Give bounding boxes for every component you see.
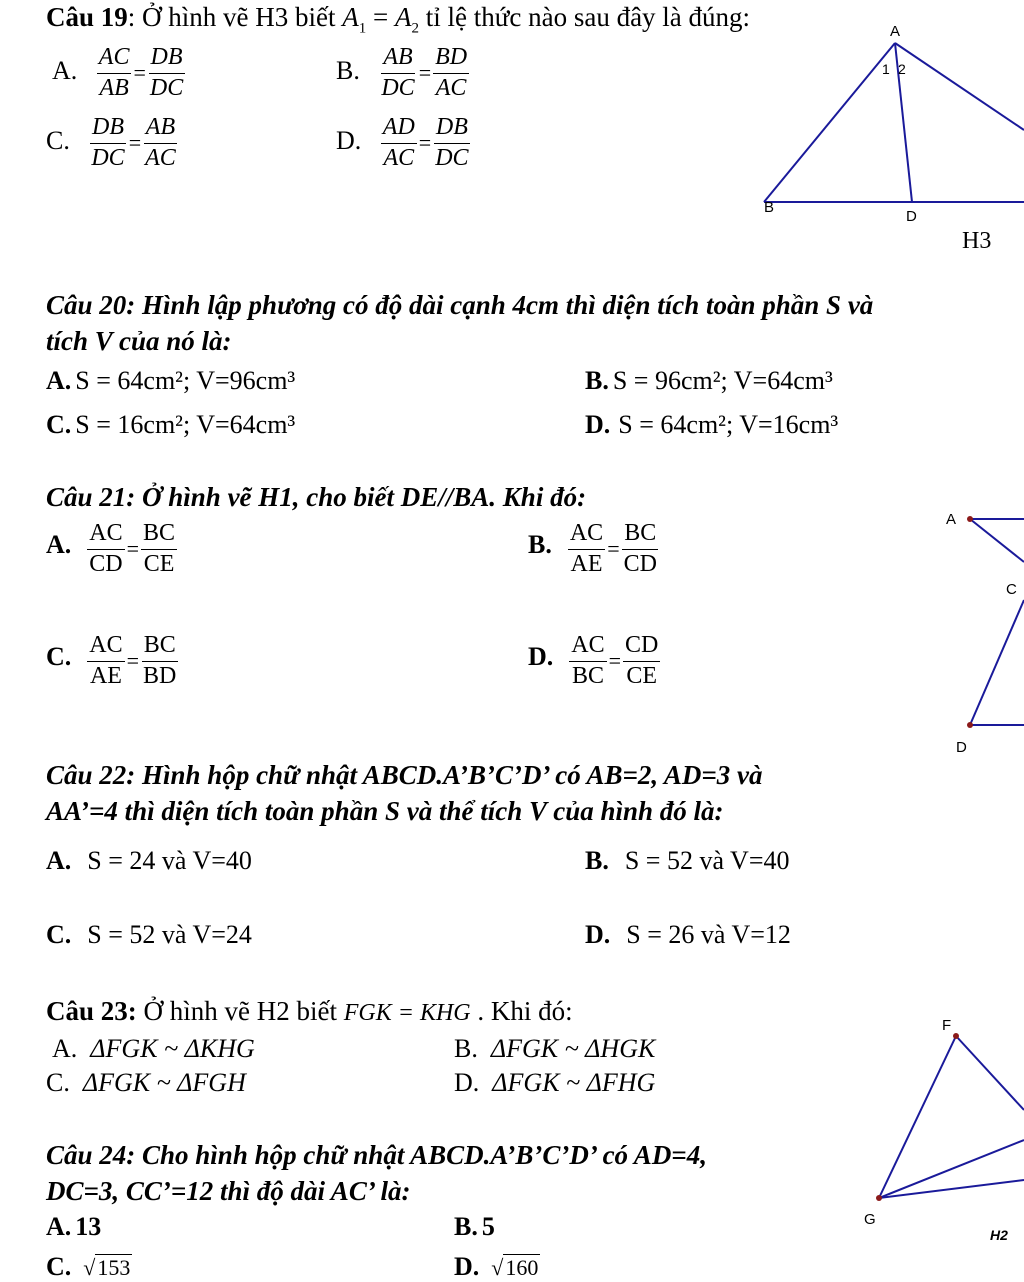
caption-h3: H3 [962,228,992,254]
q20-option-b[interactable]: B. S = 96cm²; V=64cm³ [585,366,833,395]
q21-question: Câu 21: Ở hình vẽ H1, cho biết DE//BA. Khi đó: [46,482,587,512]
caption-h2: H2 [990,1227,1008,1243]
q23-condition: FGK = KHG [343,1000,471,1026]
q23-option-d[interactable]: D. ΔFGK ~ ΔFHG [454,1068,656,1097]
q20-question-line2: tích V của nó là: [46,326,232,356]
q21-option-c[interactable]: C. $\frac{AC}{AE}$ = $\frac{BC}{BD}$ [46,632,177,689]
q23-question: Câu 23: Ở hình vẽ H2 biết FGK = KHG . Khi đó: [46,996,573,1026]
point-f [953,1033,959,1039]
q21-option-a[interactable]: A. $\frac{AC}{CD}$ = $\frac{BC}{CE}$ [46,520,176,577]
q20-question-line1: Câu 20: Hình lập phương có độ dài cạnh 4cm thì diện tích toàn phần S và [46,290,874,320]
q24-question-line2: DC=3, CC’=12 thì độ dài AC’ là: [46,1176,411,1206]
q19-option-c[interactable]: C. $\frac{DB}{DC}$ = $\frac{AB}{AC}$ [46,114,176,171]
label-d: D [906,208,917,225]
q22-option-d[interactable]: D. S = 26 và V=12 [585,920,791,949]
point-g [876,1195,882,1201]
sqrt-160: √160 [491,1255,539,1280]
segment-cd [970,600,1024,725]
q21-option-b[interactable]: B. $\frac{AC}{AE}$ = $\frac{BC}{CD}$ [528,520,657,577]
q20-option-c[interactable]: C. S = 16cm²; V=64cm³ [46,410,296,439]
q20-option-d[interactable]: D. S = 64cm²; V=16cm³ [585,410,839,439]
label-a: A [946,511,957,528]
q22-option-a[interactable]: A. S = 24 và V=40 [46,846,252,875]
segment-fk [956,1036,1024,1110]
q22-option-c[interactable]: C. S = 52 và V=24 [46,920,252,949]
q19-text: : Ở hình vẽ H3 biết [127,2,343,32]
label-c: C [1006,581,1017,598]
sqrt-153: √153 [83,1255,131,1280]
figure-h3 [740,18,1024,258]
label-g: G [864,1211,876,1228]
segment-ac [970,519,1024,562]
q22-option-b[interactable]: B. S = 52 và V=40 [585,846,790,875]
figure-h1 [940,500,1024,760]
point-d [967,722,973,728]
point-a [967,516,973,522]
segment-ac [895,43,1024,130]
figure-h2 [860,1010,1024,1250]
q19-option-d[interactable]: D. $\frac{AD}{AC}$ = $\frac{DB}{DC}$ [336,114,469,171]
q23-option-a[interactable]: A. ΔFGK ~ ΔKHG [52,1034,255,1063]
q20-option-a[interactable]: A. S = 64cm²; V=96cm³ [46,366,296,395]
label-angle-1: 1 [882,61,890,77]
q23-option-b[interactable]: B. ΔFGK ~ ΔHGK [454,1034,656,1063]
label-d: D [956,739,967,756]
label-a: A [890,23,901,40]
segment-ab [764,43,895,202]
q24-option-c[interactable]: C. √153 [46,1252,131,1281]
q23-option-c[interactable]: C. ΔFGK ~ ΔFGH [46,1068,246,1097]
q24-option-b[interactable]: B. 5 [454,1212,495,1241]
q19-option-a[interactable]: A. $\frac{AC}{AB}$ = $\frac{DB}{DC}$ [52,44,184,101]
q24-question-line1: Câu 24: Cho hình hộp chữ nhật ABCD.A’B’C’D’ có AD=4, [46,1140,707,1170]
label-angle-2: 2 [898,61,906,77]
q23-label: Câu 23: [46,996,137,1026]
q21-option-d[interactable]: D. $\frac{AC}{BC}$ = $\frac{CD}{CE}$ [528,632,659,689]
q24-option-d[interactable]: D. √160 [454,1252,539,1281]
q19-question: Câu 19: Ở hình vẽ H3 biết $A_1 = A_2$ tỉ lệ thức nào sau đây là đúng: [46,2,751,37]
q19-option-b[interactable]: B. $\frac{AB}{DC}$ = $\frac{BD}{AC}$ [336,44,468,101]
q19-label: Câu 19 [46,2,128,32]
q22-question-line2: AA’=4 thì diện tích toàn phần S và thể tích V của hình đó là: [46,796,724,826]
label-b: B [764,199,775,216]
segment-fg [879,1036,956,1198]
label-f: F [942,1017,952,1034]
q22-question-line1: Câu 22: Hình hộp chữ nhật ABCD.A’B’C’D’ có AB=2, AD=3 và [46,760,763,790]
fraction: $\frac{AC}{AB}$ [98,44,130,101]
q24-option-a[interactable]: A. 13 [46,1212,102,1241]
